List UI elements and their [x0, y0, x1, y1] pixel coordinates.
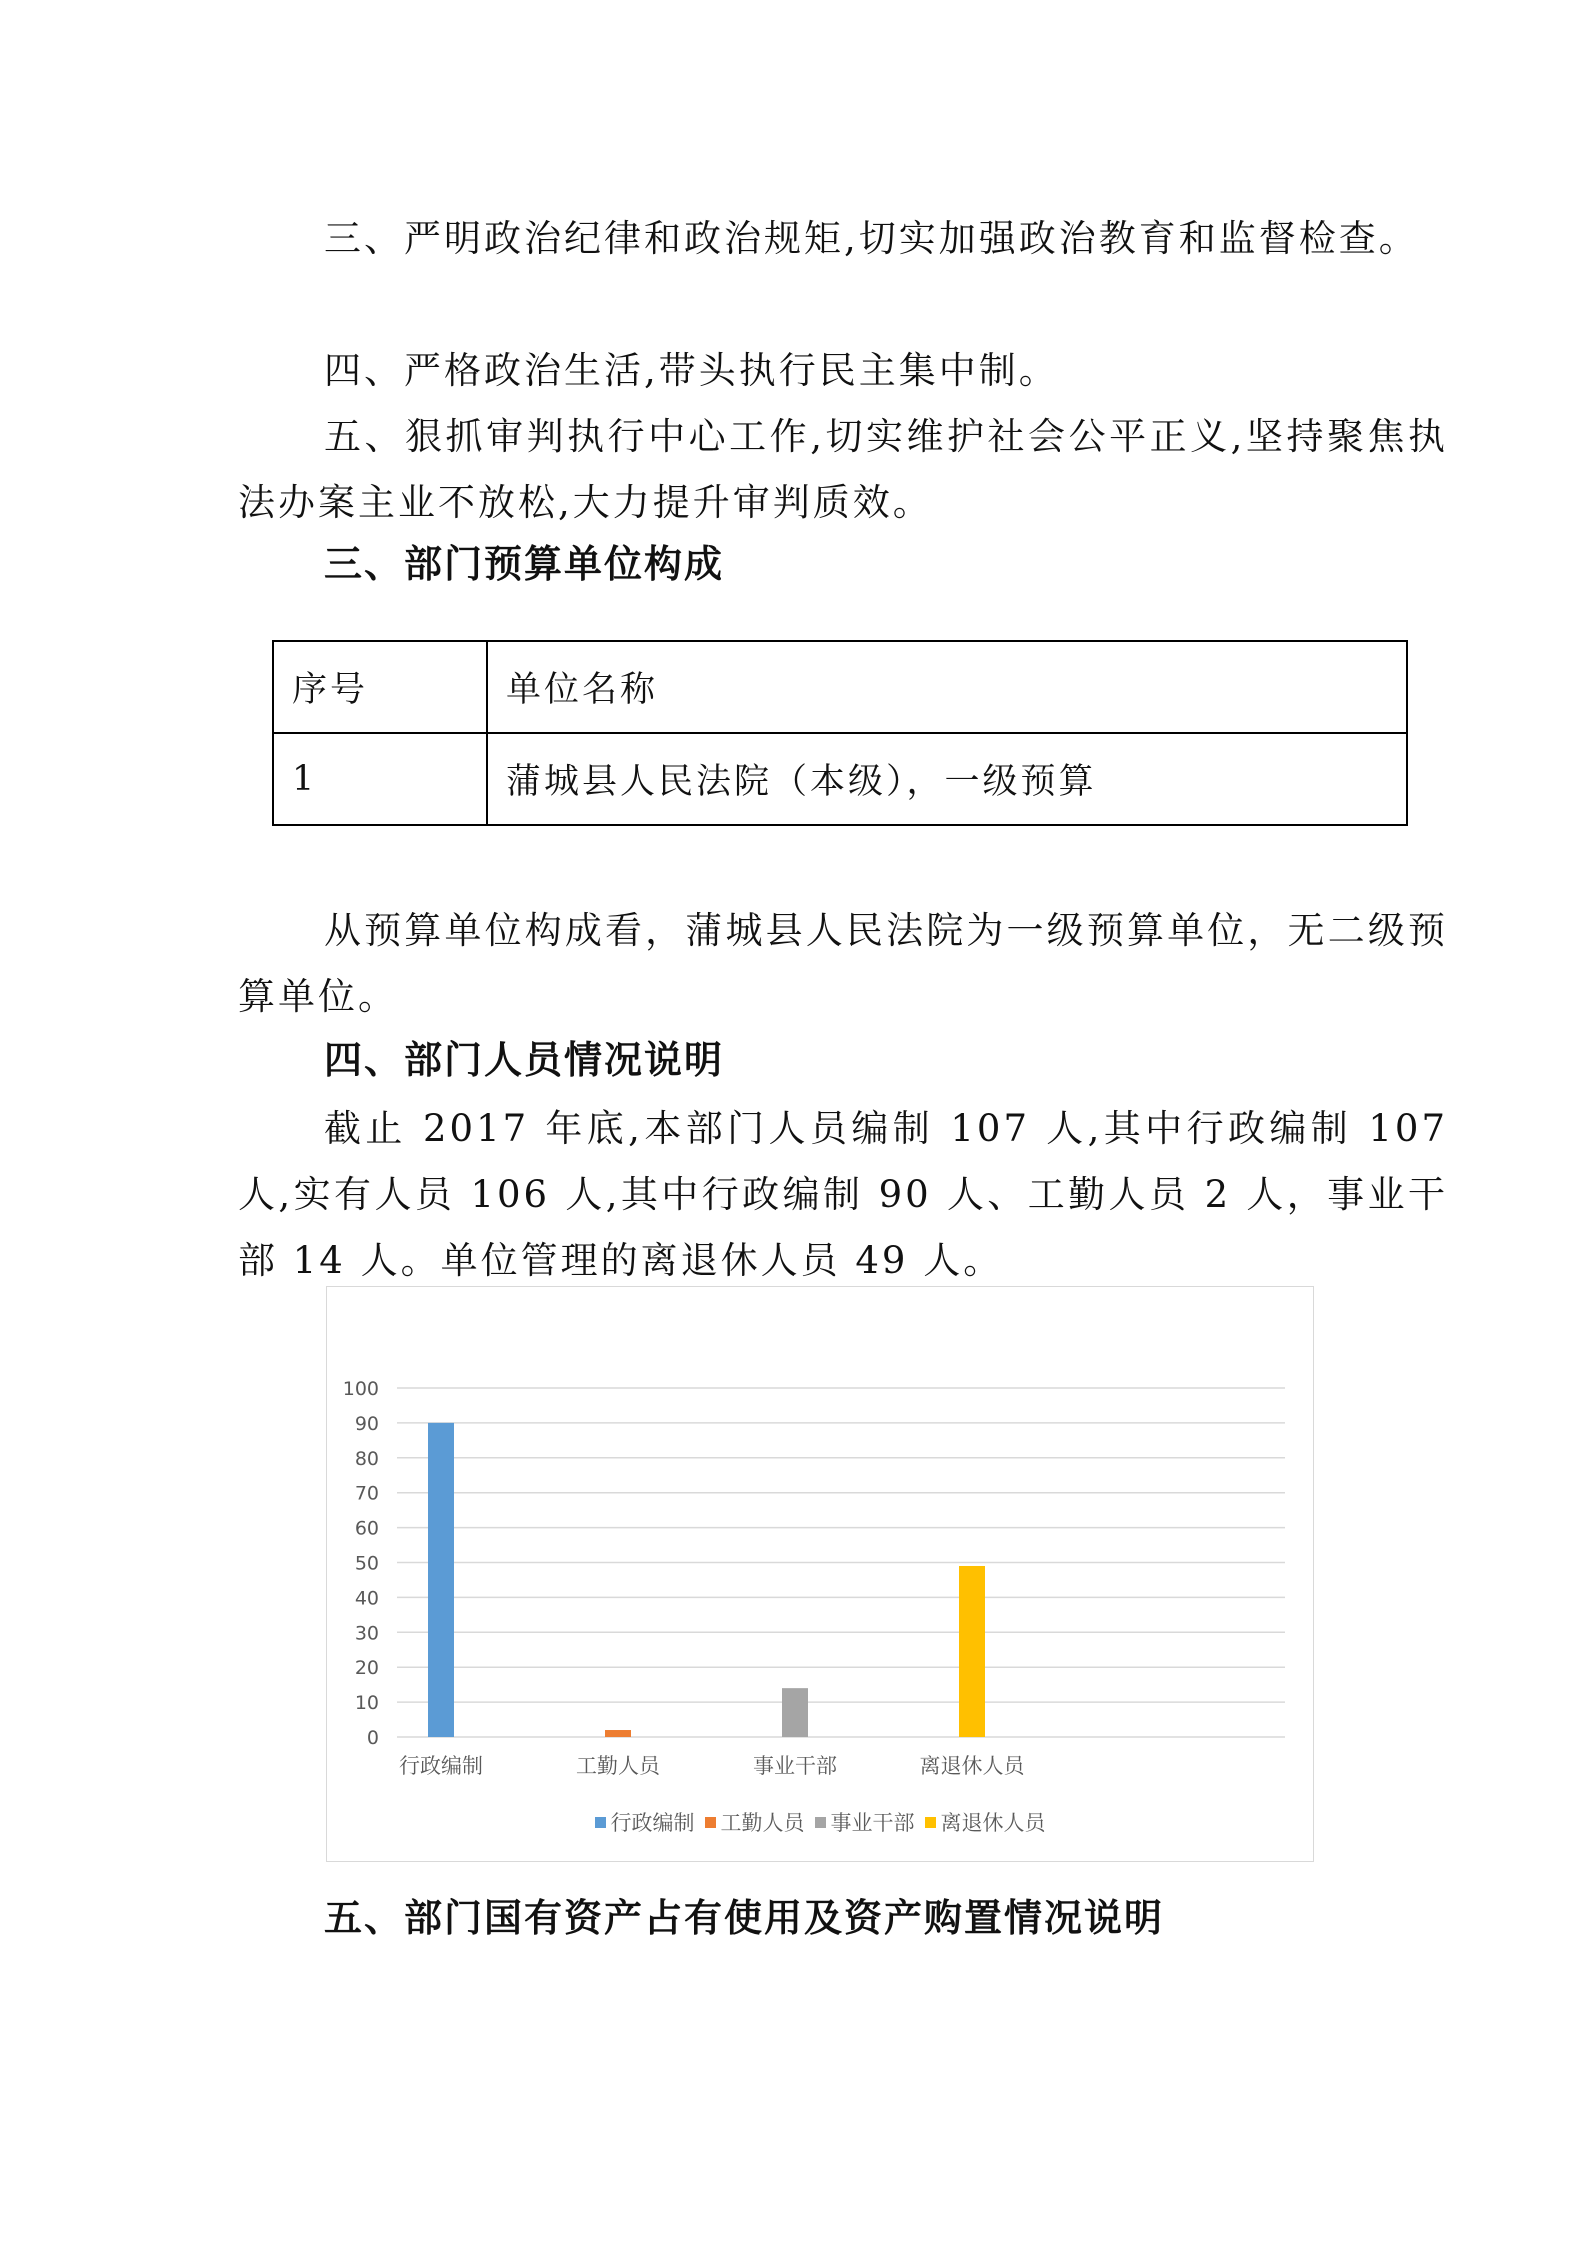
legend-label: 事业干部 — [830, 1811, 915, 1835]
bar-1 — [428, 1423, 454, 1737]
y-tick-label: 60 — [354, 1517, 379, 1540]
table-cell: 蒲城县人民法院（本级），一级预算 — [487, 733, 1407, 825]
legend-label: 行政编制 — [610, 1811, 695, 1835]
table-header-cell: 序号 — [273, 641, 487, 733]
legend-item — [595, 1807, 695, 1837]
x-category-label: 工勤人员 — [576, 1754, 660, 1778]
bar-4 — [959, 1566, 985, 1737]
chart-legend — [327, 1807, 1313, 1837]
y-tick-label: 50 — [354, 1552, 379, 1575]
paragraph-political-discipline: 三、严明政治纪律和政治规矩,切实加强政治教育和监督检查。 — [324, 217, 1419, 260]
y-tick-label: 0 — [366, 1727, 379, 1749]
y-tick-label: 10 — [354, 1692, 379, 1715]
legend-label: 工勤人员 — [720, 1811, 805, 1835]
y-tick-label: 90 — [354, 1412, 379, 1435]
staff-bar-chart — [326, 1286, 1314, 1862]
legend-swatch — [925, 1817, 936, 1828]
x-category-label: 事业干部 — [753, 1754, 837, 1778]
paragraph-political-life: 四、严格政治生活,带头执行民主集中制。 — [324, 349, 1059, 392]
budget-unit-table — [272, 640, 1408, 826]
legend-item — [925, 1807, 1046, 1837]
table-header-cell: 单位名称 — [487, 641, 1407, 733]
table-row — [273, 733, 1407, 825]
legend-swatch — [705, 1817, 716, 1828]
y-tick-label: 30 — [354, 1622, 379, 1645]
table-cell: 1 — [273, 733, 487, 825]
y-tick-label: 80 — [354, 1447, 379, 1470]
chart-canvas — [327, 1287, 1313, 1861]
paragraph-staff-count: 截止 2017 年底,本部门人员编制 107 人,其中行政编制 107 人,实有人员 106 人,其中行政编制 90 人、工勤人员 2 人，事业干部 14 人。单位管理的离退休人员 49 人。 — [238, 1107, 1448, 1282]
x-category-label: 离退休人员 — [919, 1754, 1025, 1778]
y-tick-label: 20 — [354, 1657, 379, 1680]
heading-staff-info: 四、部门人员情况说明 — [324, 1038, 725, 1082]
legend-swatch — [815, 1817, 826, 1828]
y-tick-label: 40 — [354, 1587, 379, 1610]
bar-3 — [782, 1688, 808, 1737]
x-category-label: 行政编制 — [399, 1754, 483, 1778]
legend-item — [815, 1807, 915, 1837]
bar-2 — [605, 1730, 631, 1737]
heading-state-assets: 五、部门国有资产占有使用及资产购置情况说明 — [324, 1896, 1165, 1940]
paragraph-trial-work: 五、狠抓审判执行中心工作,切实维护社会公平正义,坚持聚焦执法办案主业不放松,大力提升审判质效。 — [238, 415, 1448, 524]
y-tick-label: 100 — [342, 1378, 379, 1400]
y-tick-label: 70 — [354, 1482, 379, 1505]
legend-item — [705, 1807, 805, 1837]
legend-swatch — [595, 1817, 606, 1828]
paragraph-budget-composition: 从预算单位构成看，蒲城县人民法院为一级预算单位，无二级预算单位。 — [238, 909, 1448, 1018]
heading-budget-units: 三、部门预算单位构成 — [324, 542, 725, 586]
table-header-row — [273, 641, 1407, 733]
legend-label: 离退休人员 — [940, 1811, 1046, 1835]
